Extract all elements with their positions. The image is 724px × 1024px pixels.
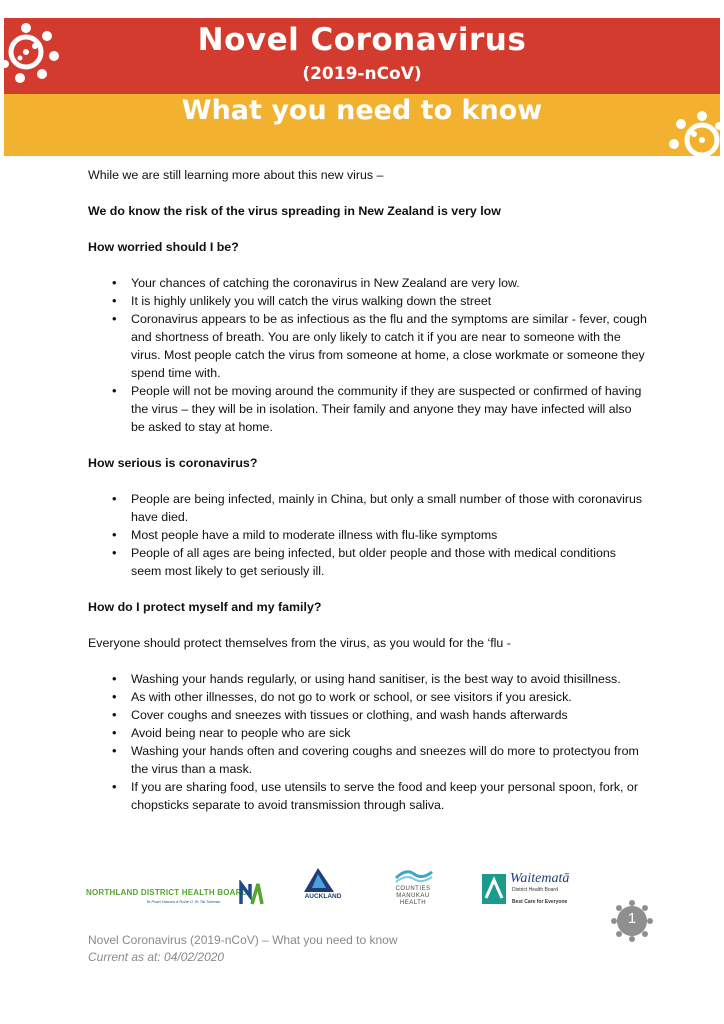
waitemata-dhb-name: Waitematā [510, 871, 570, 886]
northland-dhb-icon [238, 880, 264, 906]
risk-statement: We do know the risk of the virus spreading in New Zealand is very low [88, 204, 501, 218]
section-heading: How do I protect myself and my family? [88, 600, 322, 614]
auckland-dhb-icon [300, 866, 344, 894]
page-tagline: What you need to know [181, 95, 543, 126]
page-number: 1 [627, 910, 637, 927]
counties-manukau-wave-icon [394, 866, 434, 884]
section-heading: How worried should I be? [88, 240, 239, 254]
document-body [88, 166, 648, 832]
list-item: • Washing your hands regularly, or using hand sanitiser, is the best way to avoid thisillness. [88, 670, 648, 688]
section-heading: How serious is coronavirus? [88, 456, 258, 470]
list-item: • Most people have a mild to moderate illness with flu-like symptoms [88, 526, 648, 544]
list-item: • Your chances of catching the coronavirus in New Zealand are very low. [88, 274, 648, 292]
bullet-list [88, 670, 648, 814]
intro-text: While we are still learning more about this new virus – [88, 168, 384, 182]
northland-dhb-subtitle: Te Poari Hauora ā Rohe O Te Tai Tokerau [146, 899, 221, 904]
section-lead: Everyone should protect themselves from the virus, as you would for the ‘flu - [88, 636, 511, 650]
counties-manukau-logo-text: COUNTIES MANUKAU HEALTH [395, 886, 431, 906]
list-item: • As with other illnesses, do not go to work or school, or see visitors if you aresick. [88, 688, 648, 706]
bullet-list [88, 490, 648, 580]
list-item: • Coronavirus appears to be as infectious as the flu and the symptoms are similar - fever, cough and shortness of breath. You are only likely to catch it if you are near to someone with the virus. Most people catch the virus from someone at home, a close workmate or someone they spend time with. [88, 310, 648, 382]
list-item: • Cover coughs and sneezes with tissues or clothing, and wash hands afterwards [88, 706, 648, 724]
list-item: • People of all ages are being infected, but older people and those with medical conditions seem most likely to get seriously ill. [88, 544, 648, 580]
list-item: • People are being infected, mainly in China, but only a small number of those with coronavirus have died. [88, 490, 648, 526]
footer-date: Current as at: 04/02/2020 [88, 950, 225, 964]
footer-doc-title: Novel Coronavirus (2019-nCoV) – What you need to know [88, 933, 398, 947]
waitemata-dhb-tagline: Best Care for Everyone [512, 899, 568, 905]
waitemata-dhb-subtitle: District Health Board [512, 887, 558, 893]
northland-dhb-logo-text: NORTHLAND DISTRICT HEALTH BOARD [86, 888, 248, 897]
auckland-dhb-logo-text: AUCKLAND [304, 893, 342, 900]
list-item: • Avoid being near to people who are sick [88, 724, 648, 742]
list-item: • Washing your hands often and covering coughs and sneezes will do more to protectyou from the virus than a mask. [88, 742, 648, 778]
list-item: • It is highly unlikely you will catch the virus walking down the street [88, 292, 648, 310]
page-subtitle: (2019-nCoV) [302, 64, 422, 84]
list-item: • People will not be moving around the community if they are suspected or confirmed of having the virus – they will be in isolation. Their family and anyone they may have infected will also be asked to stay at home. [88, 382, 648, 436]
waitemata-dhb-icon [482, 874, 506, 904]
page-title: Novel Coronavirus [197, 22, 527, 58]
partner-logos [86, 866, 606, 916]
bullet-list [88, 274, 648, 436]
list-item: • If you are sharing food, use utensils to serve the food and keep your personal spoon, fork, or chopsticks separate to avoid transmission through saliva. [88, 778, 648, 814]
